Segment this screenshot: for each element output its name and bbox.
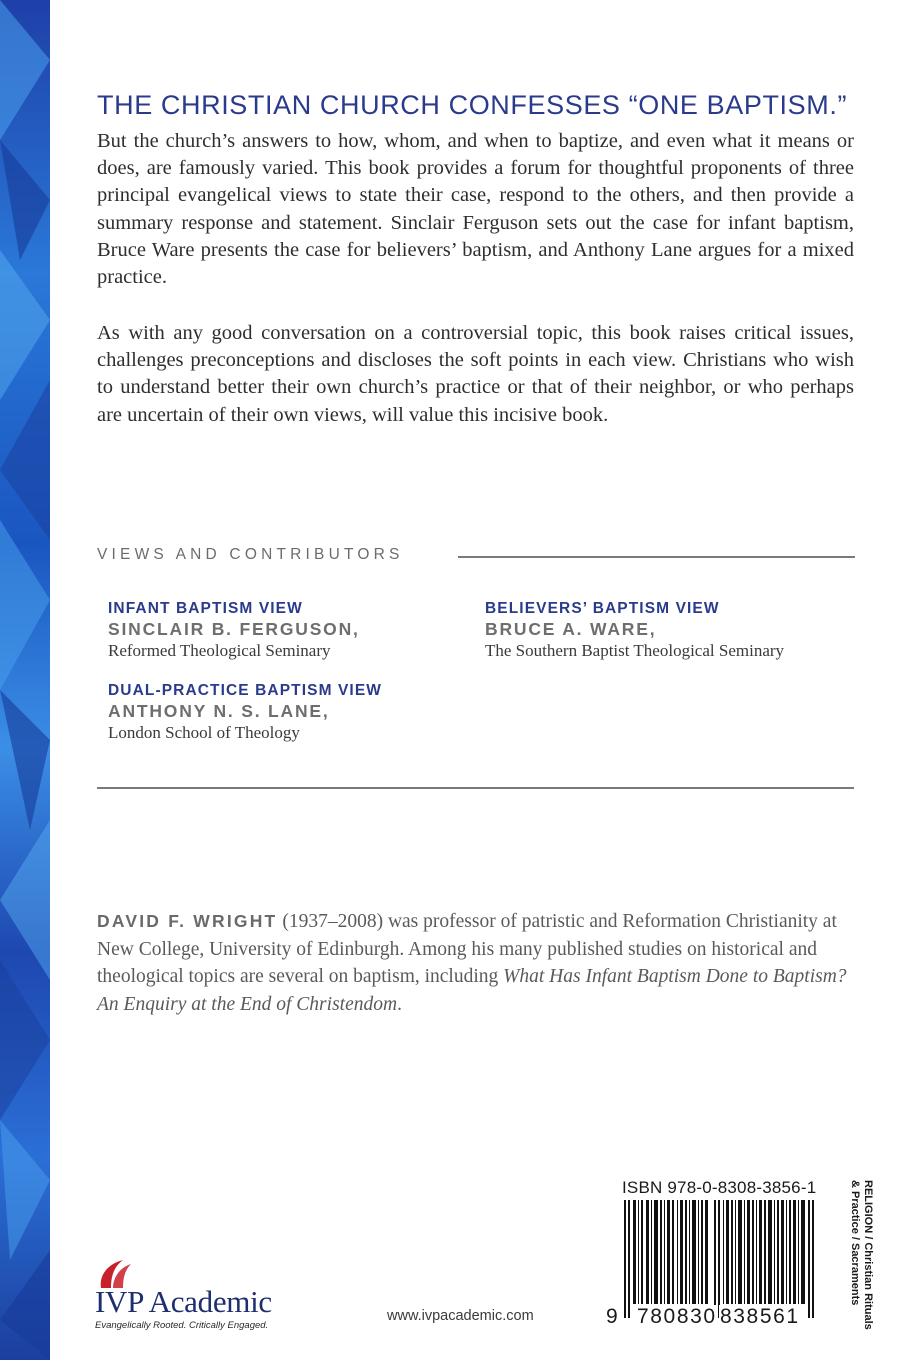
editor-bio xyxy=(97,908,857,1018)
publisher-tagline: Evangelically Rooted. Critically Engaged. xyxy=(95,1320,269,1331)
editor-bio-text: (1937–2008) was professor of patristic and Reformation Christianity at New College, University of Edinburgh. Among his many published studies on historical and theological topics are several on baptism, including xyxy=(97,911,837,987)
isbn-label: ISBN 978-0-8308-3856-1 xyxy=(622,1178,817,1197)
contributors-section-title: VIEWS AND CONTRIBUTORS xyxy=(97,546,404,563)
contributor-believers-baptism xyxy=(485,599,815,661)
barcode-digits-group-2: 838561 xyxy=(720,1305,800,1328)
publisher-logo xyxy=(95,1258,295,1331)
cover-spine-pattern xyxy=(0,0,50,1360)
contributor-view: DUAL-PRACTICE BAPTISM VIEW xyxy=(108,682,383,699)
contributor-affiliation: Reformed Theological Seminary xyxy=(108,641,331,660)
contributor-affiliation: London School of Theology xyxy=(108,723,300,742)
contributor-view: INFANT BAPTISM VIEW xyxy=(108,600,303,617)
contributor-affiliation: The Southern Baptist Theological Seminary xyxy=(485,641,785,660)
editor-bio-end: . xyxy=(397,993,402,1015)
headline: THE CHRISTIAN CHURCH CONFESSES “ONE BAPTISM.” xyxy=(97,90,848,120)
publisher-name: IVP Academic xyxy=(95,1284,272,1319)
contributors-bottom-divider xyxy=(97,787,854,789)
contributor-infant-baptism xyxy=(108,599,360,661)
section-divider xyxy=(458,556,855,558)
contributor-name: SINCLAIR B. FERGUSON, xyxy=(108,619,360,639)
description-paragraph-1: But the church’s answers to how, whom, and when to baptize, and even what it means or does, are famously varied. This book provides a forum for thoughtful proponents of three principal evangelical views to state their case, respond to the others, and then provide a summary response and statement. Sinclair Ferguson sets out the case for infant baptism, Bruce Ware presents the case for believers’ baptism, and Anthony Lane argues for a mixed practice. xyxy=(97,130,854,289)
contributor-dual-practice xyxy=(108,681,382,743)
barcode-digits-group-1: 780830 xyxy=(637,1305,717,1328)
editor-name: DAVID F. WRIGHT xyxy=(97,911,278,931)
barcode-digit-first: 9 xyxy=(606,1305,618,1328)
publisher-website-link[interactable]: www.ivpacademic.com xyxy=(387,1308,534,1324)
contributor-name: BRUCE A. WARE, xyxy=(485,619,657,639)
bisac-category: RELIGION / Christian Rituals & Practice / Sacraments xyxy=(849,1180,874,1330)
contributor-name: ANTHONY N. S. LANE, xyxy=(108,701,330,721)
editor-book-title: What Has Infant Baptism Done to Baptism? An Enquiry at the End of Christendom xyxy=(97,966,847,1015)
description-paragraph-2: As with any good conversation on a controversial topic, this book raises critical issues, challenges preconceptions and discloses the soft points in each view. Christians who wish to understand better their own church’s practice or that of their neighbor, or who perhaps are uncertain of their own views, will value this incisive book. xyxy=(97,322,854,426)
contributor-view: BELIEVERS’ BAPTISM VIEW xyxy=(485,600,720,617)
